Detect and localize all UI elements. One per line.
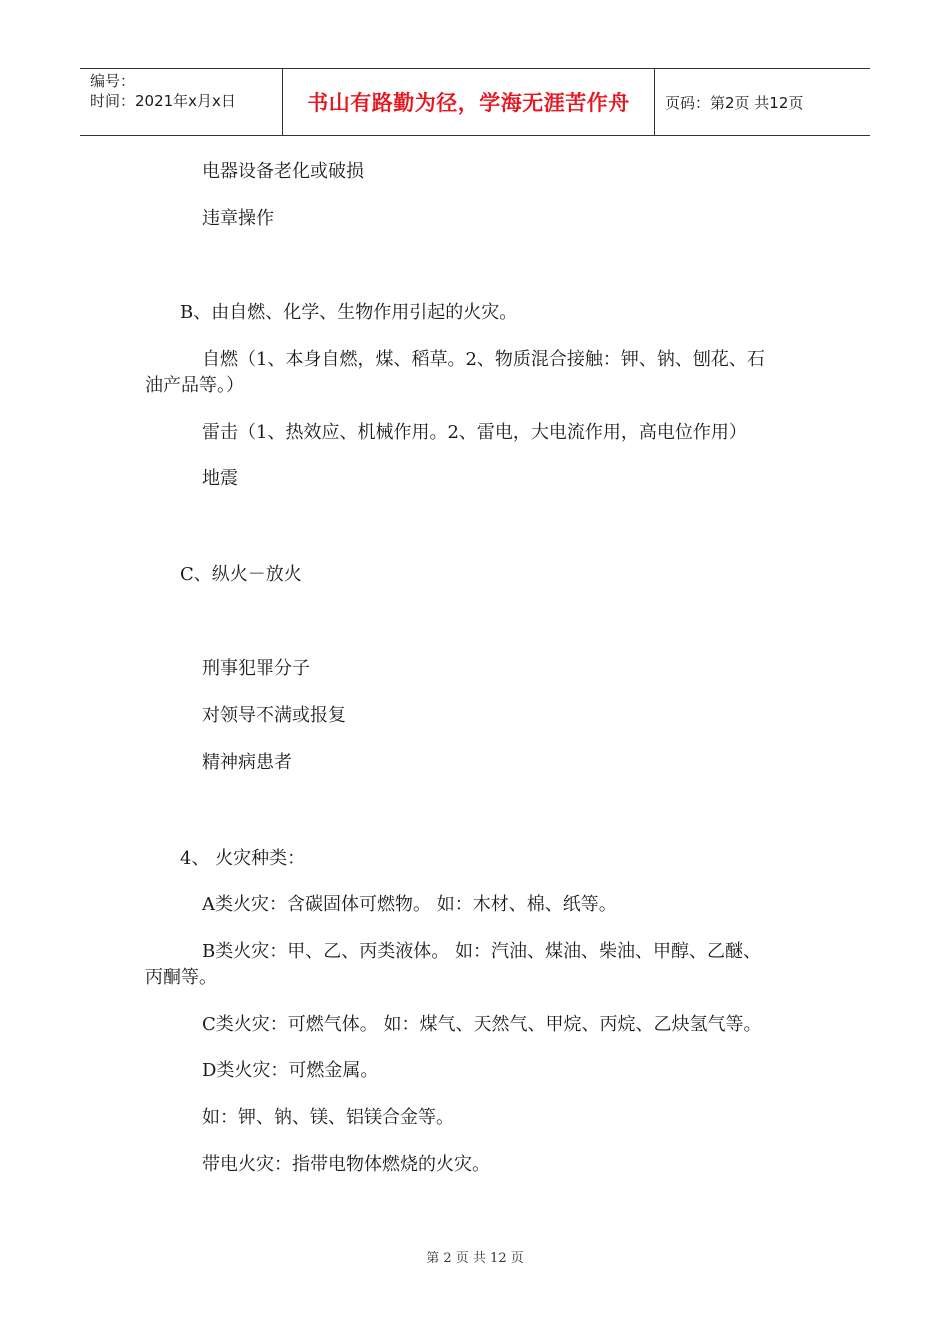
text-line: 对领导不满或报复 [202, 705, 346, 726]
text-line: A类火灾：含碳固体可燃物。 如：木材、棉、纸等。 [202, 894, 617, 915]
page-label: 页码：第2页 共12页 [665, 93, 804, 112]
text-line: 刑事犯罪分子 [202, 658, 310, 679]
text-line: 油产品等。） [145, 375, 244, 396]
time-label: 时间：2021年x月x日 [90, 92, 236, 110]
text-line: 如：钾、钠、镁、铝镁合金等。 [202, 1107, 454, 1128]
header-info [80, 69, 282, 135]
text-line: 雷击（1、热效应、机械作用。2、雷电，大电流作用，高电位作用） [202, 422, 747, 443]
page-footer: 第 2 页 共 12 页 [426, 1251, 524, 1266]
motto: 书山有路勤为径，学海无涯苦作舟 [307, 91, 630, 115]
text-line: 丙酮等。 [145, 967, 217, 988]
text-line: 带电火灾：指带电物体燃烧的火灾。 [202, 1154, 490, 1175]
section-heading-4: 4、 火灾种类： [180, 848, 306, 869]
page-header [80, 68, 870, 136]
header-motto-cell [282, 69, 655, 135]
number-label: 编号： [90, 72, 136, 90]
text-line: 自燃（1、本身自燃，煤、稻草。2、物质混合接触：钾、钠、刨花、石 [202, 349, 765, 370]
text-line: D类火灾：可燃金属。 [202, 1060, 379, 1081]
text-line: 精神病患者 [202, 752, 292, 773]
text-line: B类火灾：甲、乙、丙类液体。 如：汽油、煤油、柴油、甲醇、乙醚、 [202, 941, 761, 962]
text-line: C类火灾：可燃气体。 如：煤气、天然气、甲烷、丙烷、乙炔氢气等。 [202, 1014, 762, 1035]
header-page-cell [655, 69, 870, 135]
text-line: 电器设备老化或破损 [202, 161, 364, 182]
section-heading-c: C、纵火－放火 [180, 564, 302, 585]
text-line: 地震 [202, 468, 238, 489]
section-heading-b: B、由自燃、化学、生物作用引起的火灾。 [180, 302, 518, 323]
text-line: 违章操作 [202, 208, 274, 229]
